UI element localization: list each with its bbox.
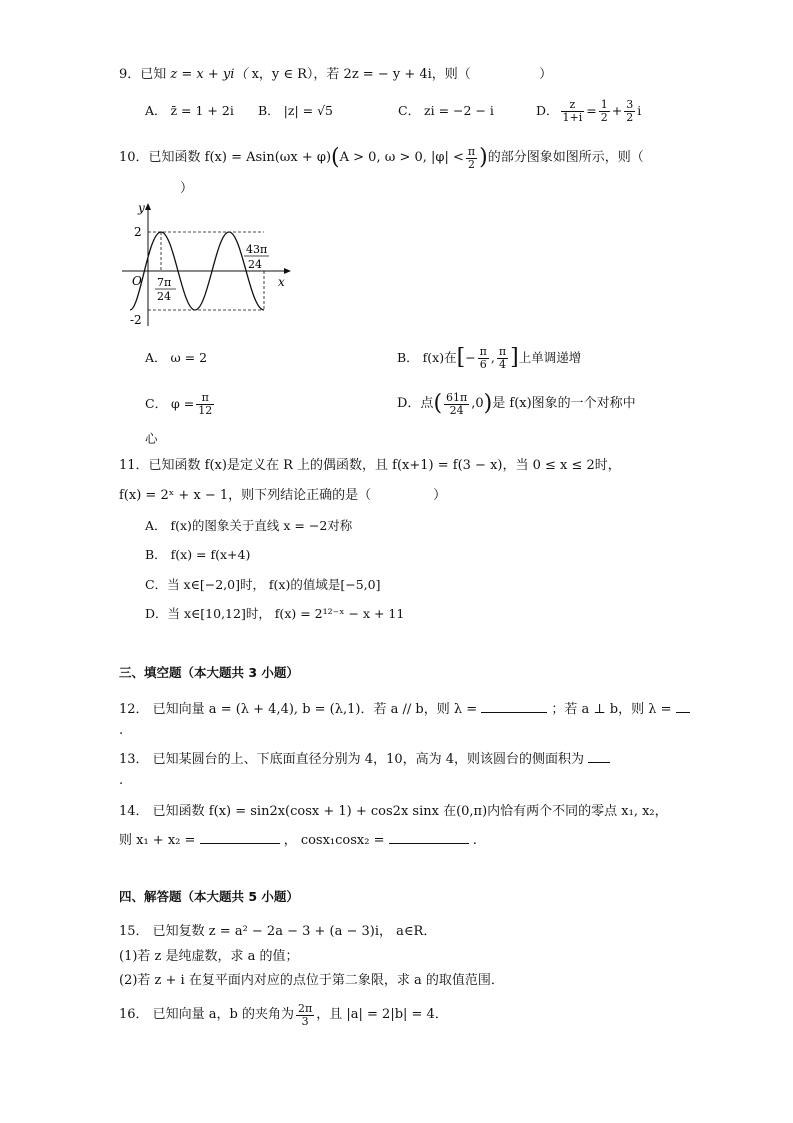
q15-line2: (1)若 z 是纯虚数，求 a 的值； — [119, 949, 299, 964]
q11-option-b: B． f(x) = f(x+4) — [145, 547, 251, 562]
x2-num: 43π — [246, 243, 268, 256]
q11-option-a: A． f(x)的图象关于直线 x = −2对称 — [145, 518, 353, 533]
q10-graph — [118, 198, 298, 328]
q16-text: 16． 已知向量 a，b 的夹角为 $\frac{2\pi}{3}$ ，且 |a| = 2|b| = 4． — [119, 1001, 448, 1028]
y-min-label: -2 — [130, 313, 142, 327]
x1-den: 24 — [157, 290, 171, 303]
q11-line1: 11．已知函数 f(x)是定义在 R 上的偶函数，且 f(x+1) = f(3 − x)，当 0 ≤ x ≤ 2时， — [119, 458, 621, 473]
q15-line3: (2)若 z + i 在复平面内对应的点位于第二象限，求 a 的取值范围． — [119, 973, 504, 988]
q12-wrap: . — [119, 723, 124, 738]
q10-stem: 10．已知函数 f(x) = Asin(ωx + φ) ( A > 0, ω > 0, |φ| < $\frac{\pi}{2}$ ) 的部分图象如图所示，则（ — [119, 144, 644, 171]
q9-stem: 9．已知 z = x + yi（ x，y ∈ R），若 2z = − y + 4i，则（ ） — [119, 67, 553, 82]
origin-label: O — [132, 274, 142, 288]
q10-option-c: C． φ = $\frac{\pi}{12}$ — [145, 390, 213, 417]
q9-option-c: C． zi = −2 − i — [398, 103, 494, 118]
q10-option-d: D．点 ( $\frac{61\pi}{24}$ ,0 ) 是 f(x)图象的一个对称中 — [397, 390, 636, 417]
q10-option-d-wrap: 心 — [145, 431, 158, 446]
q11-option-d: D．当 x∈[10,12]时， f(x) = 2¹²⁻ˣ − x + 11 — [145, 606, 405, 621]
q9-option-d: D． $\frac{z}{1+i}$ = $\frac{1}{2}$ + $\frac{3}{2}$ i — [536, 97, 642, 124]
x2-den: 24 — [248, 258, 262, 271]
section-answer-heading: 四、解答题（本大题共 5 小题） — [119, 889, 299, 904]
x-axis-label: x — [278, 275, 285, 289]
section-fill-in-heading: 三、填空题（本大题共 3 小题） — [119, 665, 299, 680]
q15-line1: 15． 已知复数 z = a² − 2a − 3 + (a − 3)i， a∈R． — [119, 924, 437, 939]
q10-option-a: A． ω = 2 — [145, 350, 208, 365]
q10-option-b: B． f(x)在 [ − $\frac{\pi}{6}$ , $\frac{\pi}{4}$ ] 上单调递增 — [397, 344, 582, 371]
q11-option-c: C．当 x∈[−2,0]时， f(x)的值域是[−5,0] — [145, 577, 381, 592]
q10-stem-end: ） — [180, 181, 194, 196]
q13-wrap: . — [119, 773, 124, 788]
q9-option-a: A． z̄ = 1 + 2i — [145, 103, 234, 118]
x1-num: 7π — [157, 276, 172, 289]
q9-option-b: B． |z| = √5 — [258, 103, 334, 118]
y-max-label: 2 — [134, 225, 142, 239]
q14-line2: 则 x₁ + x₂ = ， cosx₁cosx₂ = . — [119, 833, 477, 848]
y-axis-label: y — [138, 201, 145, 215]
q14-line1: 14． 已知函数 f(x) = sin2x(cosx + 1) + cos2x sinx 在(0,π)内恰有两个不同的零点 x₁, x₂， — [119, 804, 668, 819]
q11-line2: f(x) = 2ˣ + x − 1，则下列结论正确的是（ ） — [119, 488, 447, 503]
q12-text: 12． 已知向量 a = (λ + 4,4), b = (λ,1)．若 a // b，则 λ = ；若 a ⊥ b，则 λ = — [119, 700, 690, 719]
q13-text: 13． 已知某圆台的上、下底面直径分别为 4，10，高为 4，则该圆台的侧面积为 — [119, 750, 610, 769]
